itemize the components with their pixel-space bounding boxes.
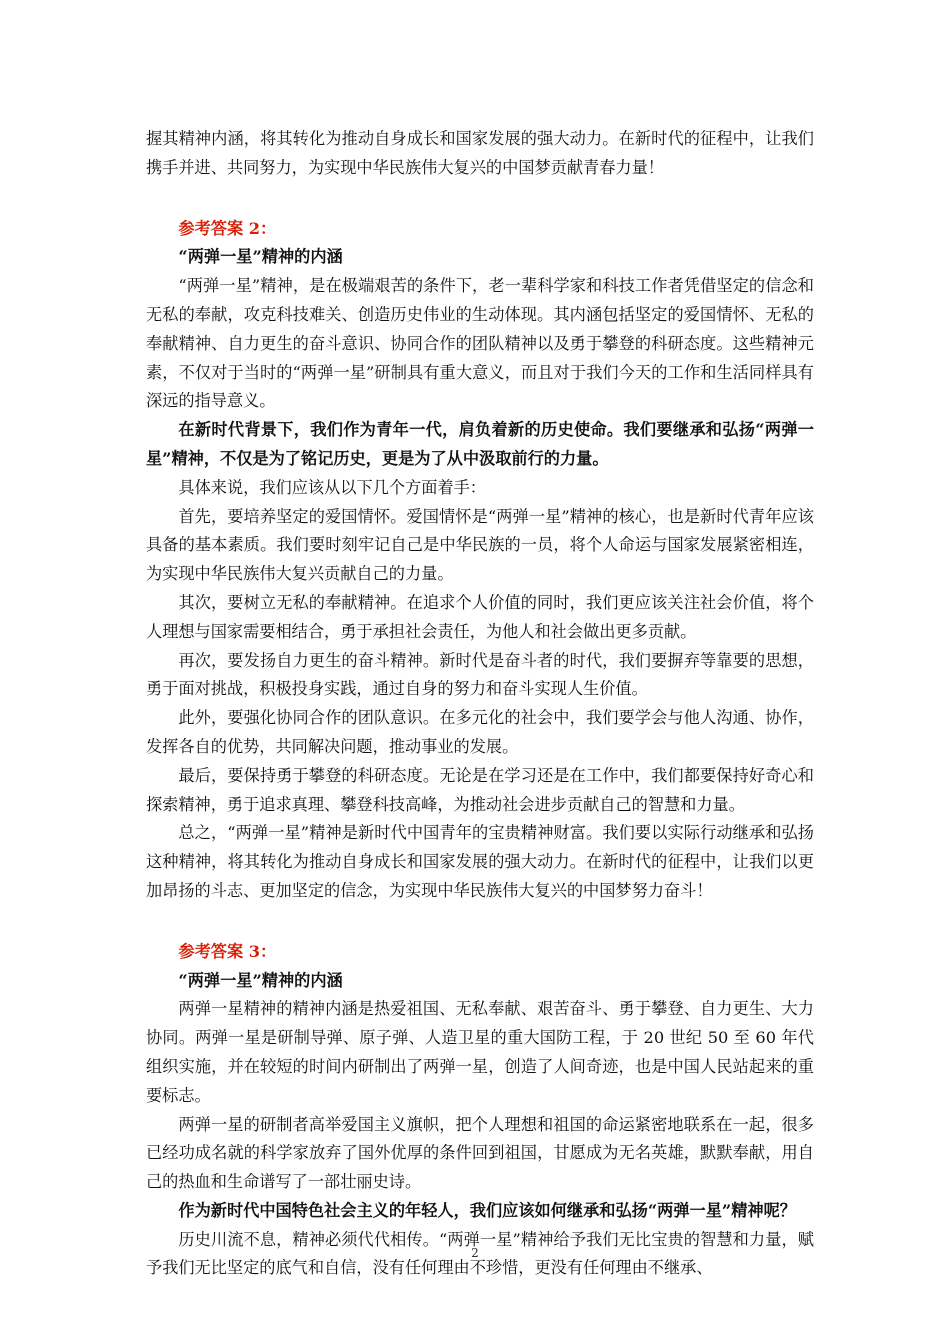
answer-2-paragraph-3: 具体来说，我们应该从以下几个方面着手：: [178, 477, 486, 497]
answer-2-paragraph-1: “两弹一星”精神，是在极端艰苦的条件下，老一辈科学家和科技工作者凭借坚定的信念和无私的奉献，攻克科技难关、创造历史伟业的生动体现。其内涵包括坚定的爱国情怀、无私的奉献精神、自力更生的奋斗意识、协同合作的团队精神以及勇于攀登的科研态度。这些精神元素，不仅对于当时的“两弹一星”研制具有重大意义，而且对于我们今天的工作和生活同样具有深远的指导意义。: [146, 276, 814, 411]
answer-2-paragraph-7: 此外，要强化协同合作的团队意识。在多元化的社会中，我们要学会与他人沟通、协作，发挥各自的优势，共同解决问题，推动事业的发展。: [146, 708, 814, 756]
answer-2-paragraph-9: 总之，“两弹一星”精神是新时代中国青年的宝贵精神财富。我们要以实际行动继承和弘扬这种精神，将其转化为推动自身成长和国家发展的强大动力。在新时代的征程中，让我们以更加昂扬的斗志、更加坚定的信念，为实现中华民族伟大复兴的中国梦努力奋斗！: [146, 823, 814, 900]
document-page: [146, 125, 814, 1283]
answer-2-paragraph-5: 其次，要树立无私的奉献精神。在追求个人价值的同时，我们更应该关注社会价值，将个人理想与国家需要相结合，勇于承担社会责任，为他人和社会做出更多贡献。: [146, 592, 814, 641]
page-number: 2: [471, 1246, 479, 1260]
answer-2-label: 参考答案 2：: [178, 218, 277, 238]
answer-2-paragraph-4: 首先，要培养坚定的爱国情怀。爱国情怀是“两弹一星”精神的核心，也是新时代青年应该具备的基本素质。我们要时刻牢记自己是中华民族的一员，将个人命运与国家发展紧密相连，为实现中华民族伟大复兴贡献自己的力量。: [146, 506, 814, 584]
answer-3-paragraph-2: 两弹一星的研制者高举爱国主义旗帜，把个人理想和祖国的命运紧密地联系在一起，很多已经功成名就的科学家放弃了国外优厚的条件回到祖国，甘愿成为无名英雄，默默奉献，用自己的热血和生命谱写了一部壮丽史诗。: [146, 1114, 814, 1192]
answer-2-paragraph-2: 在新时代背景下，我们作为青年一代，肩负着新的历史使命。我们要继承和弘扬“两弹一星”精神，不仅是为了铭记历史，更是为了从中汲取前行的力量。: [146, 420, 814, 468]
spacer: [146, 906, 814, 938]
intro-paragraph: 握其精神内涵，将其转化为推动自身成长和国家发展的强大动力。在新时代的征程中，让我们携手并进、共同努力，为实现中华民族伟大复兴的中国梦贡献青春力量！: [146, 129, 814, 177]
answer-2-paragraph-6: 再次，要发扬自力更生的奋斗精神。新时代是奋斗者的时代，我们要摒弃等靠要的思想，勇于面对挑战，积极投身实践，通过自身的努力和奋斗实现人生价值。: [146, 650, 814, 699]
answer-2-paragraph-8: 最后，要保持勇于攀登的科研态度。无论是在学习还是在工作中，我们都要保持好奇心和探索精神，勇于追求真理、攀登科技高峰，为推动社会进步贡献自己的智慧和力量。: [146, 765, 814, 814]
answer-3-paragraph-1: 两弹一星精神的精神内涵是热爱祖国、无私奉献、艰苦奋斗、勇于攀登、自力更生、大力协同。两弹一星是研制导弹、原子弹、人造卫星的重大国防工程，于 20 世纪 50 至 60 年代组织实施，并在较短的时间内研制出了两弹一星，创造了人间奇迹，也是中国人民站起来的重要标志。: [146, 999, 814, 1105]
answer-3-label: 参考答案 3：: [178, 941, 277, 961]
answer-3-paragraph-4: 历史川流不息，精神必须代代相传。“两弹一星”精神给予我们无比宝贵的智慧和力量，赋予我们无比坚定的底气和自信，没有任何理由不珍惜，更没有任何理由不继承、: [146, 1229, 814, 1278]
answer-3-paragraph-3: 作为新时代中国特色社会主义的年轻人，我们应该如何继承和弘扬“两弹一星”精神呢？: [178, 1200, 796, 1220]
answer-2-heading: “两弹一星”精神的内涵: [178, 247, 343, 267]
answer-3-heading: “两弹一星”精神的内涵: [178, 970, 343, 990]
spacer: [146, 183, 814, 215]
